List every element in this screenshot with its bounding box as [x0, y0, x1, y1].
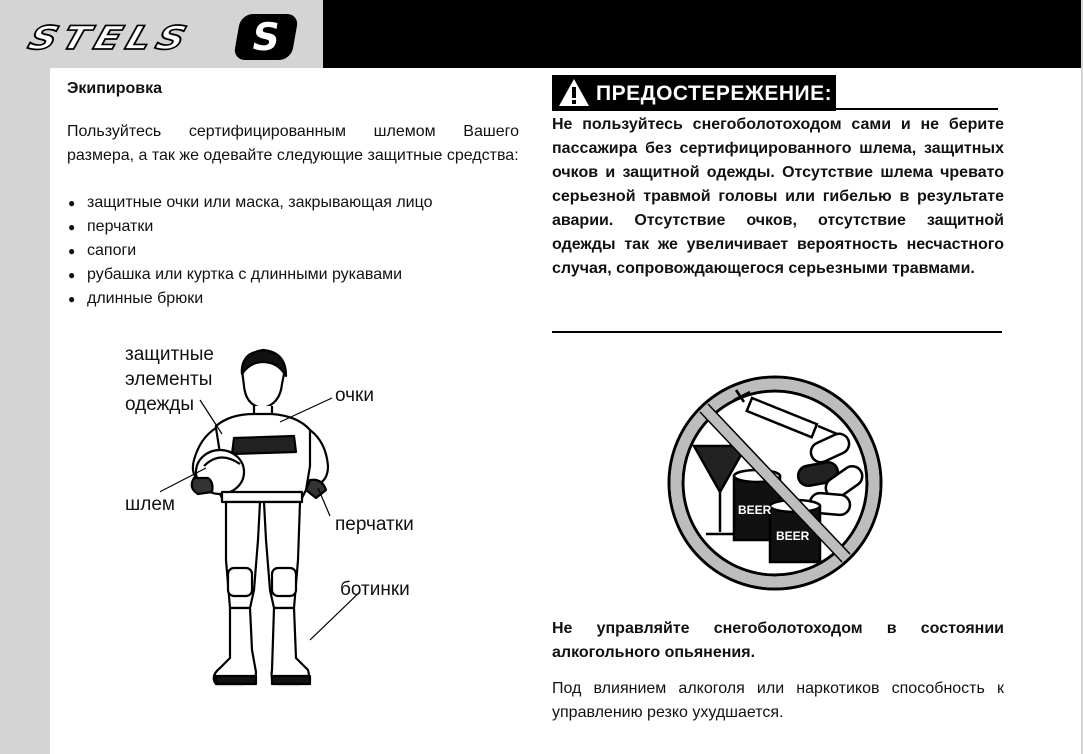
label-goggles: очки — [335, 385, 374, 406]
brand-mark-icon: S — [233, 14, 299, 60]
no-alcohol-drugs-icon — [660, 368, 890, 598]
label-gloves: перчатки — [335, 514, 414, 535]
warning-text: Не пользуйтесь снегоболотоходом сами и не берите пассажира без сертифицированного шлема, защитных очков и защитной одежды. Отсутствие шлема чревато серьезной травмой головы или гибелью в результате аварии. Отсутствие очков, отсутствие защитной одежды так же увеличивает вероятность несчастного случая, сопровождающегося серьезными травмами. — [552, 116, 1004, 277]
label-protective-line2: элементы — [125, 369, 213, 390]
intro-paragraph: Пользуйтесь сертифицированным шлемом Вашего размера, а так же одевайте следующие защитные средства: — [67, 123, 519, 164]
warning-icon — [558, 78, 590, 107]
alcohol-warning: Не управляйте снегоболотоходом в состоянии алкогольного опьянения. — [552, 620, 1004, 661]
list-item: ● перчатки — [67, 215, 432, 239]
logo-area — [0, 0, 323, 68]
list-item: ● защитные очки или маска, закрывающая лицо — [67, 191, 432, 215]
can-label: BEER — [738, 503, 772, 517]
divider — [552, 331, 1002, 333]
warning-header — [552, 75, 836, 111]
brand-logo: STELS — [23, 19, 197, 57]
alcohol-note: Под влиянием алкоголя или наркотиков способность к управлению резко ухудшается. — [552, 680, 1004, 721]
divider — [836, 108, 998, 110]
label-boots: ботинки — [340, 579, 410, 600]
can-label: BEER — [776, 529, 810, 543]
label-protective-line3: одежды — [125, 394, 195, 415]
section-title: Экипировка — [67, 80, 163, 97]
list-item: ● длинные брюки — [67, 287, 432, 311]
list-item: ● сапоги — [67, 239, 432, 263]
label-protective-line1: защитные — [125, 344, 214, 365]
list-item: ● рубашка или куртка с длинными рукавами — [67, 263, 432, 287]
page-sidebar — [0, 68, 50, 754]
equipment-list — [67, 191, 432, 311]
label-helmet: шлем — [125, 494, 175, 515]
warning-title: ПРЕДОСТЕРЕЖЕНИЕ: — [596, 82, 833, 105]
